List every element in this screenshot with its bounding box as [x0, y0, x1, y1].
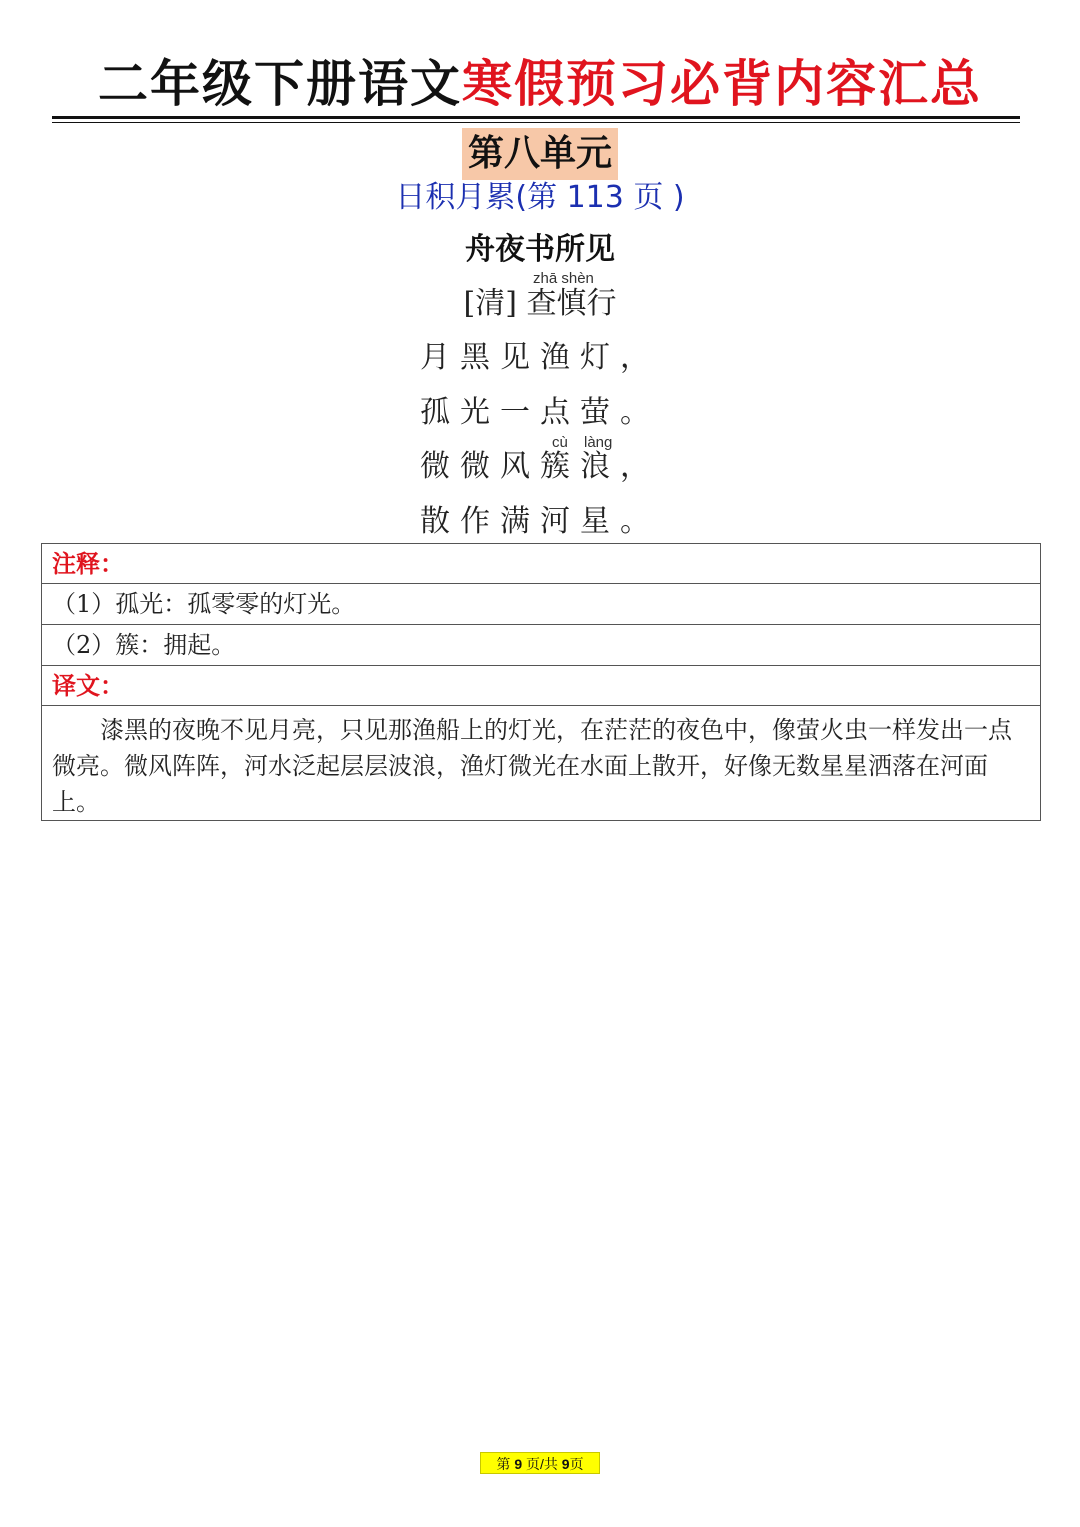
- poem-title: 舟夜书所见: [465, 232, 615, 267]
- footer-prefix: 第: [496, 1456, 511, 1472]
- poem-line-2: 孤光一点萤。: [420, 395, 660, 430]
- note-item-2: （2）簇：拥起。: [42, 625, 1040, 666]
- pinyin-cu: cù: [552, 434, 568, 451]
- document-title: [0, 52, 1080, 116]
- translation-label: 译文：: [42, 666, 1040, 706]
- title-rule-thin: [52, 122, 1020, 123]
- poem-line-3: 微微风簇浪，: [420, 449, 660, 484]
- title-rule-thick: [52, 116, 1020, 119]
- pinyin-lang: làng: [584, 434, 613, 451]
- page-footer: [480, 1452, 600, 1474]
- translation-text: 漆黑的夜晚不见月亮，只见那渔船上的灯光，在茫茫的夜色中，像萤火虫一样发出一点微亮。微风阵阵，河水泛起层层波浪，渔灯微光在水面上散开，好像无数星星洒落在河面上。: [52, 716, 1012, 816]
- footer-suffix: 页: [569, 1456, 584, 1472]
- unit-heading: [0, 128, 1080, 180]
- footer-page-number: 9: [514, 1456, 523, 1472]
- note-item-1: （1）孤光：孤零零的灯光。: [42, 584, 1040, 625]
- footer-total-pages: 9: [561, 1456, 570, 1472]
- unit-label: 第八单元: [462, 128, 618, 180]
- title-red-part: 寒假预习必背内容汇总: [462, 55, 982, 113]
- title-black-part: 二年级下册语文: [98, 55, 462, 113]
- poem-line-4: 散作满河星。: [420, 504, 660, 539]
- author-pinyin: zhā shèn: [533, 270, 594, 287]
- notes-label: 注释：: [42, 544, 1040, 584]
- poem-author: [清] 查慎行: [463, 286, 617, 321]
- section-subtitle: 日积月累(第 113 页 ): [395, 180, 685, 215]
- notes-table: [41, 543, 1041, 821]
- footer-middle: 页/共: [526, 1456, 558, 1472]
- poem-line-1: 月黑见渔灯，: [420, 340, 660, 375]
